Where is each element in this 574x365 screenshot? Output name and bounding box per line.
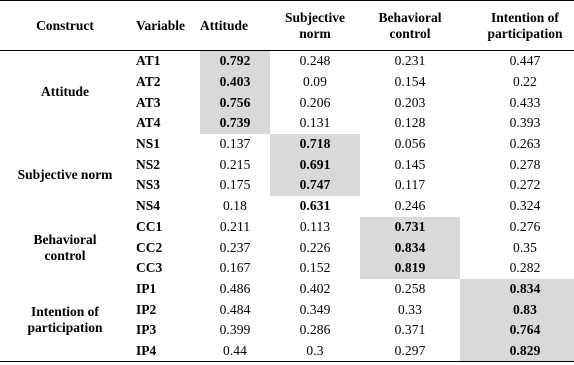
construct-behavioral-control: [0, 217, 130, 279]
construct-behavioral-line2: control: [44, 247, 86, 263]
header-row: [0, 1, 574, 51]
variable-cell: NS2: [136, 156, 161, 172]
loading-cell: 0.3: [306, 342, 324, 358]
construct-behavioral-line1: Behavioral: [33, 231, 97, 247]
header-behavioral-line2: control: [389, 25, 431, 41]
loading-cell: 0.231: [394, 53, 426, 69]
loading-cell: 0.154: [394, 74, 426, 90]
loading-cell: 0.056: [394, 136, 426, 152]
variable-cell: IP1: [136, 280, 157, 296]
loading-cell: 0.248: [299, 53, 331, 69]
loading-cell: 0.226: [299, 239, 331, 255]
variable-cell: AT4: [136, 115, 161, 131]
header-attitude: [200, 1, 270, 51]
loading-cell: 0.731: [360, 217, 460, 238]
variable-cell: AT3: [136, 94, 161, 110]
variable-cell: IP4: [136, 342, 157, 358]
loading-cell: 0.764: [460, 320, 574, 341]
header-intention: [460, 1, 574, 51]
loading-cell: 0.718: [270, 134, 360, 155]
loading-cell: 0.246: [394, 198, 426, 214]
loading-cell: 0.402: [299, 280, 331, 296]
header-intention-line2: participation: [487, 25, 563, 41]
loading-cell: 0.33: [397, 301, 423, 317]
loading-cell: 0.484: [219, 301, 251, 317]
loading-cell: 0.145: [394, 156, 426, 172]
loading-cell: 0.83: [460, 299, 574, 320]
loading-cell: 0.324: [509, 198, 541, 214]
construct-intention-line1: Intention of: [31, 303, 99, 319]
loading-cell: 0.756: [200, 92, 270, 113]
loading-cell: 0.282: [509, 260, 541, 276]
construct-attitude: [0, 51, 130, 134]
header-behavioral-control: [360, 1, 460, 51]
variable-cell: NS4: [136, 198, 161, 214]
table-row: [0, 279, 574, 300]
loading-cell: 0.739: [200, 113, 270, 134]
loading-cell: 0.792: [200, 51, 270, 72]
table-row: [0, 51, 574, 72]
loading-cell: 0.286: [299, 322, 331, 338]
loading-cell: 0.819: [360, 258, 460, 279]
construct-attitude-label: Attitude: [41, 84, 89, 100]
table-row: [0, 134, 574, 155]
loading-cell: 0.09: [302, 74, 328, 90]
variable-cell: NS3: [136, 177, 161, 193]
loading-cell: 0.215: [219, 156, 251, 172]
header-construct: [0, 1, 130, 51]
loading-cell: 0.258: [394, 280, 426, 296]
loading-cell: 0.263: [509, 136, 541, 152]
loading-cell: 0.137: [219, 136, 251, 152]
construct-subjective-norm-label: Subjective norm: [17, 167, 113, 183]
loading-cell: 0.272: [509, 177, 541, 193]
variable-cell: IP3: [136, 322, 157, 338]
loading-cell: 0.631: [299, 198, 331, 214]
header-variable-label: Variable: [136, 17, 186, 33]
loading-cell: 0.131: [299, 115, 331, 131]
header-subjective-line1: Subjective: [285, 9, 345, 25]
loading-cell: 0.18: [222, 198, 248, 214]
variable-cell: NS1: [136, 136, 161, 152]
loading-cell: 0.206: [299, 94, 331, 110]
loading-cell: 0.211: [219, 218, 251, 234]
loading-cell: 0.128: [394, 115, 426, 131]
header-attitude-label: Attitude: [200, 17, 248, 33]
loading-cell: 0.276: [509, 218, 541, 234]
loading-cell: 0.393: [509, 115, 541, 131]
loading-cell: 0.834: [460, 279, 574, 300]
table-row: [0, 217, 574, 238]
loading-cell: 0.403: [200, 72, 270, 93]
loading-cell: 0.433: [509, 94, 541, 110]
loading-cell: 0.35: [512, 239, 538, 255]
header-subjective-norm: [270, 1, 360, 51]
loading-cell: 0.691: [270, 154, 360, 175]
loading-cell: 0.167: [219, 260, 251, 276]
loading-cell: 0.22: [512, 74, 538, 90]
loading-cell: 0.829: [460, 341, 574, 362]
loading-cell: 0.237: [219, 239, 251, 255]
loading-cell: 0.371: [394, 322, 426, 338]
header-construct-label: Construct: [36, 17, 94, 33]
construct-intention-line2: participation: [27, 319, 103, 335]
loading-cell: 0.175: [219, 177, 251, 193]
loading-cell: 0.117: [394, 177, 426, 193]
loading-cell: 0.297: [394, 342, 426, 358]
loading-cell: 0.834: [360, 237, 460, 258]
loading-cell: 0.486: [219, 280, 251, 296]
header-intention-line1: Intention of: [491, 9, 559, 25]
construct-intention-of-participation: [0, 279, 130, 362]
variable-cell: CC2: [136, 239, 163, 255]
loading-cell: 0.349: [299, 301, 331, 317]
loading-cell: 0.447: [509, 53, 541, 69]
loading-cell: 0.278: [509, 156, 541, 172]
variable-cell: IP2: [136, 301, 157, 317]
header-subjective-line2: norm: [299, 25, 331, 41]
variable-cell: CC1: [136, 218, 163, 234]
loading-cell: 0.113: [299, 218, 331, 234]
variable-cell: CC3: [136, 260, 163, 276]
loading-cell: 0.747: [270, 175, 360, 196]
header-behavioral-line1: Behavioral: [378, 9, 442, 25]
loading-cell: 0.152: [299, 260, 331, 276]
variable-cell: AT1: [136, 53, 161, 69]
loading-cell: 0.399: [219, 322, 251, 338]
loading-cell: 0.203: [394, 94, 426, 110]
header-variable: [130, 1, 200, 51]
construct-subjective-norm: [0, 134, 130, 217]
loading-cell: 0.44: [222, 342, 248, 358]
variable-cell: AT2: [136, 74, 161, 90]
